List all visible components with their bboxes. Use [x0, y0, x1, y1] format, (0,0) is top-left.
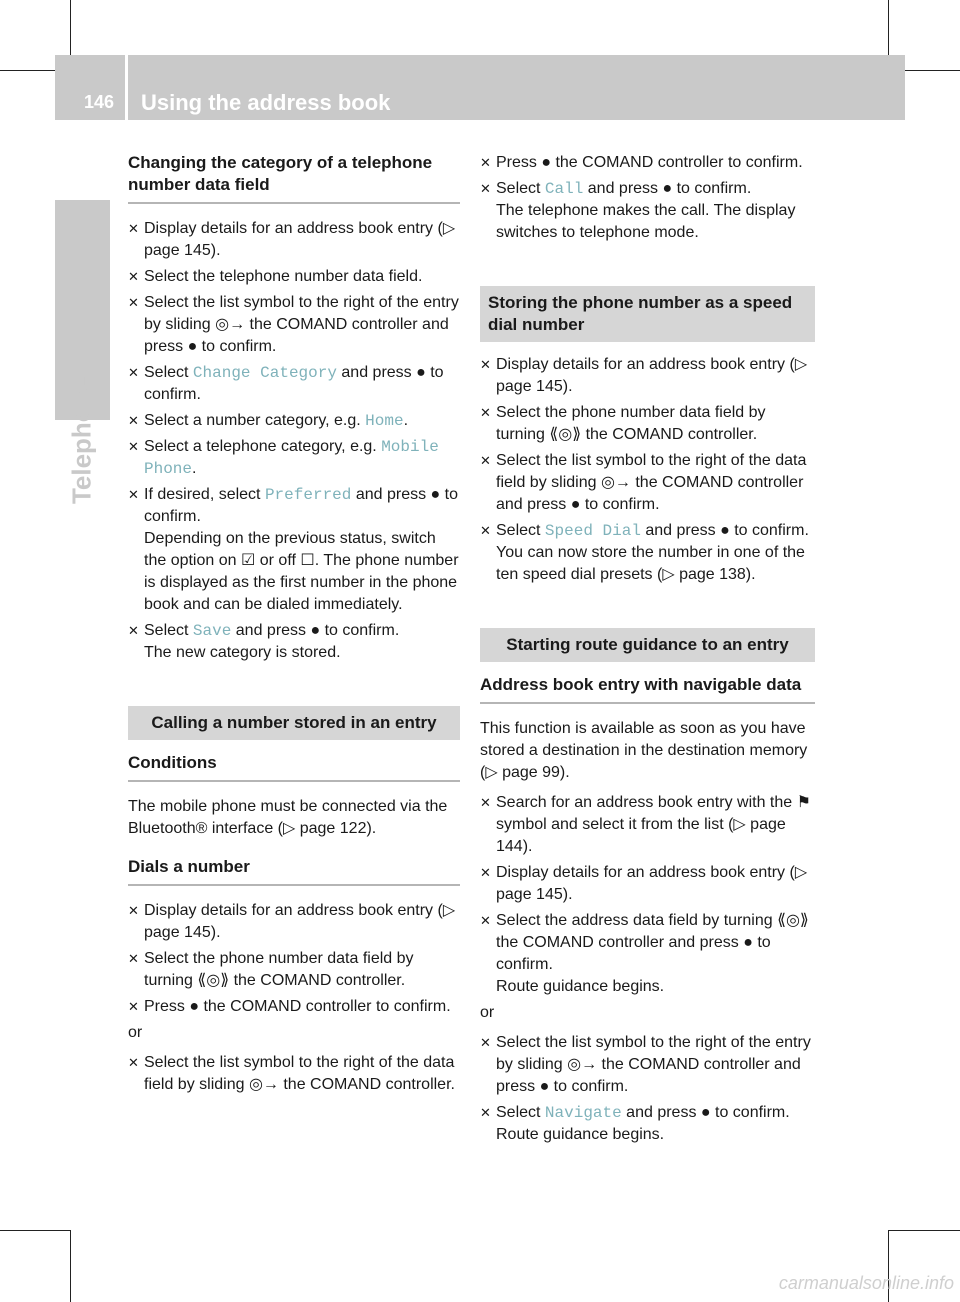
- instruction-step: ✕ Select the address data field by turning ⟪◎⟫ the COMAND controller and press ● to confirm. Route guidance begins.: [480, 912, 809, 995]
- instruction-step: ✕ Search for an address book entry with the ⚑ symbol and select it from the list (▷ page 144).: [480, 794, 811, 855]
- step-note: Route guidance begins.: [496, 978, 665, 995]
- crop-mark: [0, 1230, 70, 1231]
- step-note: Route guidance begins.: [496, 1126, 665, 1143]
- step-arrow-icon: ✕: [128, 999, 139, 1014]
- instruction-step: ✕ Display details for an address book entry (▷ page 145).: [128, 902, 456, 941]
- instruction-step: ✕ Select the phone number data field by turning ⟪◎⟫ the COMAND controller.: [128, 950, 414, 989]
- step-arrow-icon: ✕: [128, 269, 139, 284]
- step-arrow-icon: ✕: [128, 221, 139, 236]
- step-arrow-icon: ✕: [480, 795, 491, 810]
- header-separator: [125, 55, 128, 120]
- instruction-step: ✕ Select the phone number data field by turning ⟪◎⟫ the COMAND controller.: [480, 404, 766, 443]
- instruction-step: ✕ Display details for an address book entry (▷ page 145).: [480, 356, 808, 395]
- step-note: Depending on the previous status, switch the option on ☑ or off ☐. The phone number is displayed as the first number in the phone book and can be dialed immediately.: [144, 530, 459, 613]
- step-note: You can now store the number in one of the ten speed dial presets (▷ page 138).: [496, 544, 805, 583]
- instruction-step: ✕ Display details for an address book entry (▷ page 145).: [480, 864, 808, 903]
- step-note: The telephone makes the call. The display switches to telephone mode.: [496, 202, 796, 241]
- instruction-step: ✕ Press ● the COMAND controller to confirm.: [480, 152, 815, 174]
- menu-item-code: Call: [544, 180, 584, 198]
- step-arrow-icon: ✕: [128, 413, 139, 428]
- subsection-title: Conditions: [128, 752, 460, 782]
- instruction-step: ✕ If desired, select Preferred and press ● to confirm. Depending on the previous status, switch the option on ☑ or off ☐. The phone number is displayed as the first number in the phone book and can be dialed immediately.: [128, 486, 459, 613]
- instruction-step: ✕ Select the list symbol to the right of the data field by sliding ◎→ the COMAND controller.: [128, 1054, 455, 1093]
- instruction-step: ✕ Select a telephone category, e.g. Mobile Phone.: [128, 438, 439, 478]
- step-arrow-icon: ✕: [128, 1055, 139, 1070]
- menu-item-code: Change Category: [192, 364, 337, 382]
- step-arrow-icon: ✕: [480, 405, 491, 420]
- instruction-step: ✕ Select Change Category and press ● to confirm.: [128, 364, 444, 403]
- paragraph: This function is available as soon as you have stored a destination in the destination memory (▷ page 99).: [480, 720, 808, 781]
- menu-item-code: Home: [365, 412, 404, 430]
- instruction-step: ✕ Display details for an address book entry (▷ page 145).: [128, 220, 456, 259]
- instruction-step: ✕ Select the list symbol to the right of the data field by sliding ◎→ the COMAND controller and press ● to confirm.: [480, 452, 807, 513]
- instruction-step: ✕ Select Navigate and press ● to confirm. Route guidance begins.: [480, 1104, 790, 1143]
- crop-mark: [70, 1230, 71, 1302]
- step-arrow-icon: ✕: [480, 1105, 491, 1120]
- instruction-step: ✕ Select Speed Dial and press ● to confirm. You can now store the number in one of the ten speed dial presets (▷ page 138).: [480, 522, 809, 583]
- instruction-step: ✕ Select the list symbol to the right of the entry by sliding ◎→ the COMAND controller and press ● to confirm.: [480, 1034, 811, 1095]
- menu-item-code: Speed Dial: [544, 522, 641, 540]
- or-text: or: [128, 1024, 143, 1041]
- chapter-label-text: Telephone: [66, 375, 97, 505]
- section-band: Starting route guidance to an entry: [480, 628, 815, 662]
- page-number: 146: [84, 92, 115, 112]
- step-arrow-icon: ✕: [480, 1035, 491, 1050]
- instruction-step: ✕ Select the list symbol to the right of the entry by sliding ◎→ the COMAND controller and press ● to confirm.: [128, 294, 459, 355]
- instruction-step: ✕ Select Save and press ● to confirm. The new category is stored.: [128, 622, 400, 661]
- right-column: [480, 152, 815, 1150]
- left-column: [128, 152, 460, 1100]
- section-title: Changing the category of a telephone number data field: [128, 152, 460, 204]
- step-arrow-icon: ✕: [480, 865, 491, 880]
- menu-item-code: Navigate: [544, 1104, 622, 1122]
- instruction-step: ✕ Select a number category, e.g. Home.: [128, 412, 409, 430]
- step-arrow-icon: ✕: [128, 951, 139, 966]
- paragraph: The mobile phone must be connected via the Bluetooth® interface (▷ page 122).: [128, 798, 448, 837]
- menu-item-code: Mobile Phone: [144, 438, 439, 478]
- menu-item-code: Save: [192, 622, 232, 640]
- instruction-step: ✕ Select Call and press ● to confirm. The telephone makes the call. The display switches to telephone mode.: [480, 180, 796, 241]
- section-band: Storing the phone number as a speed dial number: [480, 286, 815, 342]
- page-title: Using the address book: [141, 90, 391, 115]
- crop-mark: [888, 1230, 960, 1231]
- step-arrow-icon: ✕: [480, 155, 491, 170]
- step-arrow-icon: ✕: [480, 913, 491, 928]
- step-arrow-icon: ✕: [480, 523, 491, 538]
- watermark: carmanualsonline.info: [778, 1273, 954, 1293]
- or-text: or: [480, 1004, 495, 1021]
- step-arrow-icon: ✕: [480, 181, 491, 196]
- subsection-title: Address book entry with navigable data: [480, 674, 815, 704]
- menu-item-code: Preferred: [264, 486, 352, 504]
- step-arrow-icon: ✕: [480, 357, 491, 372]
- subsection-title: Dials a number: [128, 856, 460, 886]
- instruction-step: ✕ Press ● the COMAND controller to confirm.: [128, 996, 460, 1018]
- section-band: Calling a number stored in an entry: [128, 706, 460, 740]
- instruction-step: ✕ Select the telephone number data field.: [128, 266, 460, 288]
- step-arrow-icon: ✕: [128, 365, 139, 380]
- step-arrow-icon: ✕: [128, 903, 139, 918]
- step-note: The new category is stored.: [144, 644, 341, 661]
- step-arrow-icon: ✕: [480, 453, 491, 468]
- step-arrow-icon: ✕: [128, 623, 139, 638]
- step-arrow-icon: ✕: [128, 439, 139, 454]
- step-arrow-icon: ✕: [128, 487, 139, 502]
- step-arrow-icon: ✕: [128, 295, 139, 310]
